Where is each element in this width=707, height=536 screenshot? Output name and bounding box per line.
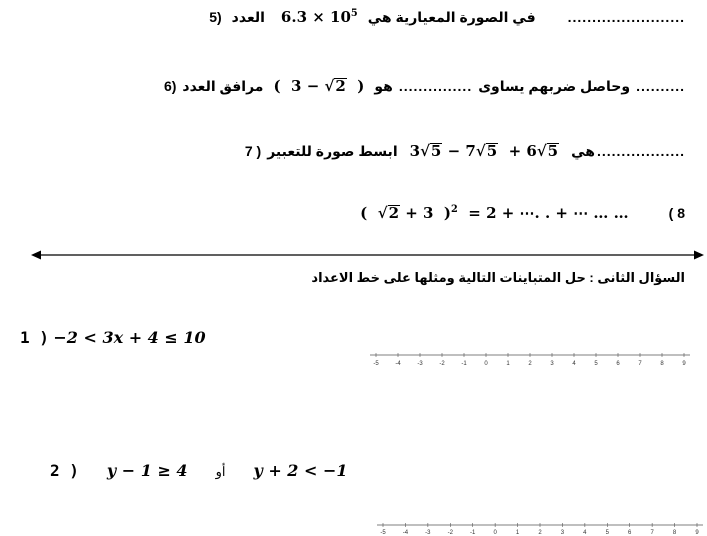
- number-line-tick-label: 3: [550, 361, 554, 367]
- number-line-tick-label: 9: [682, 361, 686, 367]
- q5-text: في الصورة المعيارية هي: [367, 9, 536, 25]
- number-line-tick-label: -1: [470, 530, 476, 536]
- question-8: [360, 204, 685, 222]
- inequality-1: [20, 328, 206, 348]
- number-line-tick-label: -5: [380, 530, 386, 536]
- section-2-title: السؤال الثانى : حل المتباينات التالية ومثلها على خط الاعداد: [311, 270, 685, 285]
- number-line-tick-label: 1: [506, 361, 510, 367]
- number-line-tick-label: 0: [484, 361, 488, 367]
- number-line-tick-label: -5: [373, 361, 379, 367]
- ineq2-or: أو: [215, 465, 226, 480]
- q6-text-a: مرافق العدد: [182, 78, 264, 94]
- q6-blank-2: ..........: [636, 78, 685, 94]
- number-line-tick-label: 2: [528, 361, 532, 367]
- number-line-tick-label: 0: [493, 530, 497, 536]
- number-line-tick-label: -3: [417, 361, 423, 367]
- double-arrow-divider: [31, 249, 704, 261]
- number-line-tick-label: 9: [695, 530, 699, 536]
- inequality-2: [50, 461, 348, 480]
- number-line-tick-label: 4: [572, 361, 576, 367]
- question-6: [164, 77, 685, 95]
- q8-number: ( 8: [668, 205, 685, 221]
- q6-text-b: هو: [374, 78, 393, 94]
- number-line-tick-label: -1: [461, 361, 467, 367]
- number-line-tick-label: 7: [650, 530, 654, 536]
- number-line-tick-label: -2: [439, 361, 445, 367]
- ineq1-expression: −2 < 3x + 4 ≤ 10: [53, 328, 206, 347]
- q7-blank: ..................: [596, 143, 685, 159]
- question-5: [209, 8, 685, 26]
- q6-blank-1: ...............: [398, 78, 473, 94]
- ineq2-label: 2 ): [50, 461, 79, 480]
- ineq2-expression-a: y − 1 ≥ 4: [106, 461, 188, 480]
- number-line-tick-label: 5: [605, 530, 609, 536]
- number-line-tick-label: 1: [515, 530, 520, 536]
- number-line-tick-label: 6: [616, 361, 620, 367]
- q5-word-number: العدد: [231, 9, 265, 25]
- ineq1-label: 1 ): [20, 328, 49, 347]
- number-line-tick-label: 8: [660, 361, 664, 367]
- q7-text: ابسط صورة للتعبير: [267, 143, 398, 159]
- q6-number: 6): [163, 78, 177, 94]
- q7-text-b: هي: [571, 143, 595, 159]
- number-line-tick-label: 5: [594, 361, 598, 367]
- ineq2-expression-b: y + 2 < −1: [253, 461, 348, 480]
- q7-expression: 3√5 − 7√5 + 6√5: [409, 142, 559, 160]
- number-line-2[interactable]: [377, 522, 703, 536]
- number-line-tick-label: 6: [628, 530, 632, 536]
- number-line-tick-label: 4: [583, 530, 587, 536]
- number-line-tick-label: -4: [395, 361, 401, 367]
- q5-number: 5): [209, 9, 222, 25]
- q5-expression: $6.3 \times 10^5$: [280, 8, 358, 26]
- q7-number: 7 ): [244, 143, 262, 159]
- number-line-tick-label: -3: [425, 530, 431, 536]
- number-line-tick-label: -2: [447, 530, 453, 536]
- question-7: [245, 142, 685, 160]
- q6-text-c: وحاصل ضربهم يساوى: [478, 78, 631, 94]
- number-line-1[interactable]: [370, 350, 690, 370]
- number-line-tick-label: 2: [538, 530, 542, 536]
- q8-expression: ( √2 + 3 )$^2$ = 2 + ⋯. . + ⋯ … …: [360, 204, 629, 222]
- q6-expression: ( 3 − √2 ): [273, 77, 365, 95]
- number-line-tick-label: 8: [672, 530, 677, 536]
- number-line-tick-label: -4: [402, 530, 409, 536]
- number-line-tick-label: 3: [560, 530, 565, 536]
- number-line-tick-label: 7: [638, 361, 642, 367]
- q5-blank: ........................: [567, 9, 685, 25]
